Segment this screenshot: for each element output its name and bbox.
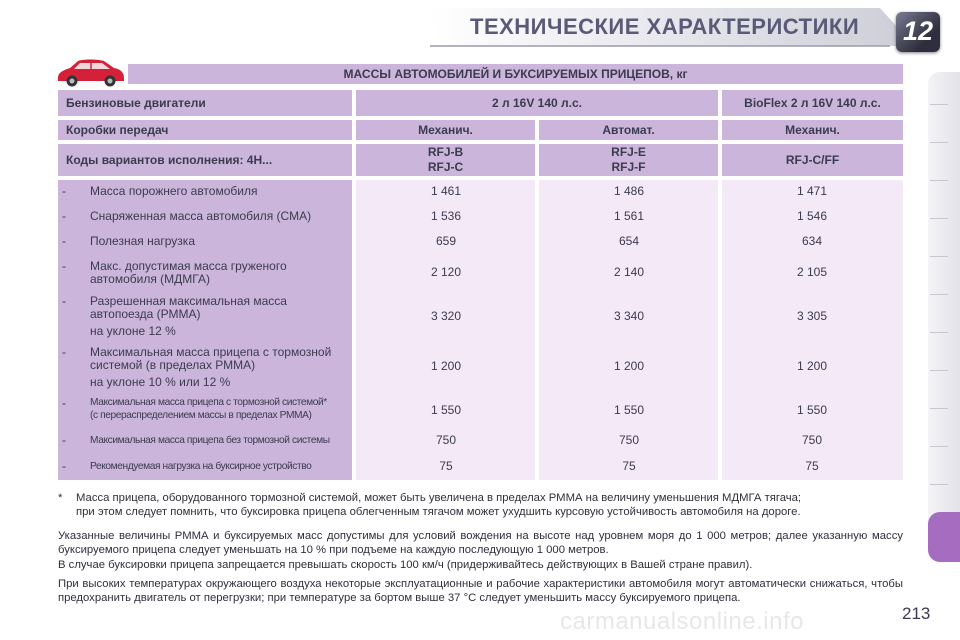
footnote-line-2: при этом следует помнить, что буксировка прицепа облегченным тягачом может ухудшить курсовую устойчивость автомобиля на дороге. xyxy=(76,506,801,518)
tab-divider xyxy=(930,218,948,219)
row-value: 1 200 xyxy=(613,359,645,373)
car-icon xyxy=(54,56,126,88)
row-value: 634 xyxy=(801,234,823,248)
tab-divider xyxy=(930,408,948,409)
chapter-number: 12 xyxy=(902,16,934,46)
page-number: 213 xyxy=(902,604,931,623)
watermark: carmanualsonline.info xyxy=(560,608,804,635)
row-label-line-3: на уклоне 10 % или 12 % xyxy=(90,375,231,389)
row-label: Разрешенная максимальная масса xyxy=(90,294,287,308)
row-value: 3 320 xyxy=(430,309,462,323)
engine-1: 2 л 16V 140 л.с. xyxy=(356,90,718,116)
tab-divider xyxy=(930,180,948,181)
code-rfj-c-ff: RFJ-C/FF xyxy=(722,144,903,176)
row-label: Полезная нагрузка xyxy=(90,234,195,248)
row-value: 1 461 xyxy=(430,184,462,198)
page-title: ТЕХНИЧЕСКИЕ ХАРАКТЕРИСТИКИ xyxy=(470,14,860,39)
engines-label: Бензиновые двигатели xyxy=(58,90,352,116)
row-bullet: - xyxy=(62,396,66,410)
tab-divider xyxy=(930,142,948,143)
gearbox-3: Механич. xyxy=(722,120,903,140)
tab-divider xyxy=(930,332,948,333)
row-value: 1 550 xyxy=(796,403,828,417)
row-value: 75 xyxy=(622,459,636,473)
row-label-line-2: (с перераспределением массы в пределах РММА) xyxy=(90,410,312,421)
row-value: 750 xyxy=(618,433,640,447)
row-value: 1 546 xyxy=(796,209,828,223)
row-label: Максимальная масса прицепа с тормозной xyxy=(90,345,332,359)
codes-label: Коды вариантов исполнения: 4H... xyxy=(58,144,352,176)
chapter-badge xyxy=(896,12,940,52)
row-label: Рекомендуемая нагрузка на буксирное устройство xyxy=(90,461,312,472)
tab-divider xyxy=(930,104,948,105)
tab-divider xyxy=(930,370,948,371)
row-bullet: - xyxy=(62,184,66,198)
row-value: 75 xyxy=(439,459,453,473)
row-value: 750 xyxy=(435,433,457,447)
row-bullet: - xyxy=(62,433,66,447)
tab-divider xyxy=(930,256,948,257)
row-value: 3 305 xyxy=(796,309,828,323)
row-value: 1 200 xyxy=(430,359,462,373)
row-value: 2 140 xyxy=(613,265,645,279)
row-label-line-2: автомобиля (МДМГА) xyxy=(90,272,210,286)
row-value: 1 550 xyxy=(430,403,462,417)
row-value: 654 xyxy=(618,234,640,248)
footnote-line-1: Масса прицепа, оборудованного тормозной системой, может быть увеличена в пределах РММА на величину уменьшения МДМГА тягача; xyxy=(76,492,802,504)
codes-col-1 xyxy=(356,144,535,176)
row-bullet: - xyxy=(62,294,66,308)
note-altitude: Указанные величины РММА и буксируемых масс допустимы для условий вождения на высоте над уровнем моря до 1 000 метров; далее указанную массу буксируемого прицепа следует уменьшать на 10 % при подъеме на каждую последующую 1 000 метров. xyxy=(58,530,903,556)
active-chapter-tab[interactable] xyxy=(928,512,960,562)
row-value: 1 550 xyxy=(613,403,645,417)
row-bullet: - xyxy=(62,259,66,273)
row-bullet: - xyxy=(62,345,66,359)
row-label: Масса порожнего автомобиля xyxy=(90,184,258,198)
row-label: Максимальная масса прицепа с тормозной системой* xyxy=(90,397,327,408)
row-value: 1 561 xyxy=(613,209,645,223)
row-value: 3 340 xyxy=(613,309,645,323)
row-bullet: - xyxy=(62,209,66,223)
row-bullet: - xyxy=(62,234,66,248)
note-temperature: При высоких температурах окружающего воздуха некоторые эксплуатационные и рабочие характеристики автомобиля могут автоматически снижаться, чтобы предохранить двигатель от перегрузки; при температуре за бортом выше 37 °С следует уменьшить массу буксируемого прицепа. xyxy=(58,578,903,604)
row-value: 75 xyxy=(805,459,819,473)
engine-2: BioFlex 2 л 16V 140 л.с. xyxy=(722,90,903,116)
tab-divider xyxy=(930,484,948,485)
code-rfj-e: RFJ-E xyxy=(611,145,646,159)
tab-divider xyxy=(930,446,948,447)
row-label-line-2: автопоезда (РММА) xyxy=(90,307,201,321)
codes-col-2 xyxy=(539,144,718,176)
note-speed: В случае буксировки прицепа запрещается превышать скорость 100 км/ч (придерживайтесь действующих в Вашей стране правил). xyxy=(58,559,753,571)
gearbox-label: Коробки передач xyxy=(58,120,352,140)
gearbox-2: Автомат. xyxy=(539,120,718,140)
row-value: 1 486 xyxy=(613,184,645,198)
code-rfj-b: RFJ-B xyxy=(427,145,464,159)
table-title: МАССЫ АВТОМОБИЛЕЙ И БУКСИРУЕМЫХ ПРИЦЕПОВ, кг xyxy=(128,64,903,84)
row-value: 1 471 xyxy=(796,184,828,198)
row-value: 659 xyxy=(435,234,457,248)
gearbox-1: Механич. xyxy=(356,120,535,140)
row-bullet: - xyxy=(62,459,66,473)
row-value: 2 120 xyxy=(430,265,462,279)
row-label-line-3: на уклоне 12 % xyxy=(90,324,176,338)
row-value: 1 200 xyxy=(796,359,828,373)
footnote-mark: * xyxy=(58,492,63,504)
code-rfj-c: RFJ-C xyxy=(427,160,464,174)
row-value: 1 536 xyxy=(430,209,462,223)
tab-divider xyxy=(930,294,948,295)
row-label-line-2: системой (в пределах РММА) xyxy=(90,358,256,372)
row-value: 750 xyxy=(801,433,823,447)
row-label: Снаряженная масса автомобиля (СМА) xyxy=(90,209,312,223)
code-rfj-f: RFJ-F xyxy=(611,160,646,174)
row-label: Макс. допустимая масса груженого xyxy=(90,259,287,273)
row-value: 2 105 xyxy=(796,265,828,279)
row-label: Максимальная масса прицепа без тормозной системы xyxy=(90,435,330,446)
